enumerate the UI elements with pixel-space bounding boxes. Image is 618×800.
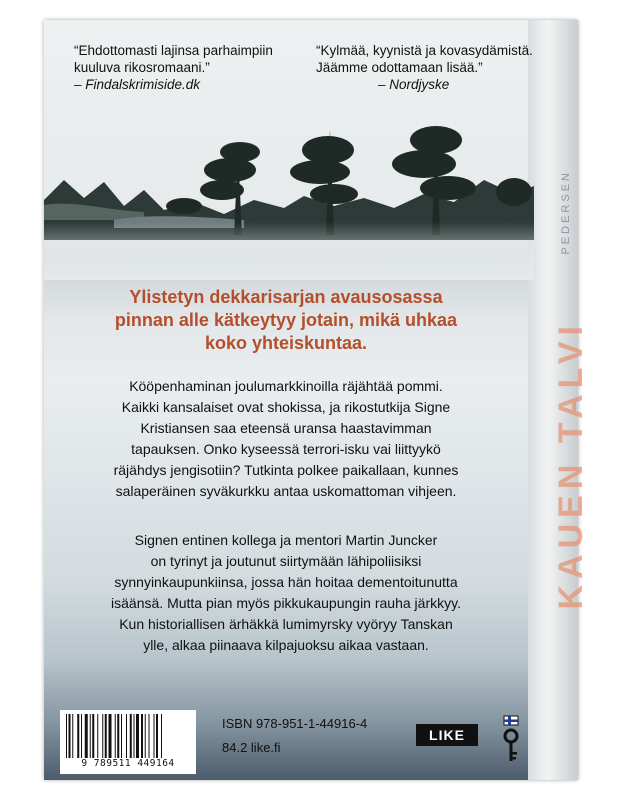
barcode-bar bbox=[126, 714, 127, 758]
quote-source: – Findalskrimiside.dk bbox=[74, 77, 201, 92]
barcode-bar bbox=[85, 714, 88, 758]
barcode-bar bbox=[92, 714, 94, 758]
blurb-line: Kööpenhaminan joulumarkkinoilla räjähtää pommi. bbox=[129, 378, 443, 394]
barcode-bar bbox=[161, 714, 162, 758]
barcode-bar bbox=[69, 714, 71, 758]
quote-text: “Kylmää, kyynistä ja kovasydämistä. Jäämme odottamaan lisää.” bbox=[316, 43, 533, 75]
spine-title: KAUEN TALVI bbox=[552, 320, 590, 610]
barcode-bar bbox=[72, 714, 73, 758]
publisher-logo: LIKE bbox=[416, 724, 478, 746]
quote-text: “Ehdottomasti lajinsa parhaimpiin kuuluva rikosromaani.” bbox=[74, 43, 273, 75]
spine-author: PEDERSEN bbox=[560, 170, 572, 255]
review-quote-2 bbox=[316, 42, 546, 93]
blurb-line: ylle, alkaa piinaava kilpajuoksu aikaa vastaan. bbox=[143, 637, 429, 653]
blurb-line: Kun historiallisen ärhäkkä lumimyrsky vyöryy Tanskan bbox=[119, 616, 453, 632]
barcode-bar bbox=[136, 714, 139, 758]
barcode-bar bbox=[81, 714, 82, 758]
barcode-bar bbox=[156, 714, 158, 758]
blurb-line: Kaikki kansalaiset ovat shokissa, ja rikostutkija Signe bbox=[121, 399, 451, 415]
blurb-line: tapauksen. Onko kyseessä terrori-isku vai liittyykö bbox=[131, 441, 441, 457]
blurb-line: synnyinkaupunkiinsa, jossa hän hoitaa dementoitunutta bbox=[114, 574, 458, 590]
barcode-bar bbox=[102, 714, 103, 758]
barcode-bar bbox=[134, 714, 135, 758]
blurb-line: salaperäinen syväkurkku antaa uskomattoman vihjeen. bbox=[115, 483, 457, 499]
isbn-barcode bbox=[60, 710, 196, 774]
blurb-paragraph-1 bbox=[44, 376, 528, 502]
barcode-bar bbox=[117, 714, 119, 758]
frozen-lake-trees-image bbox=[44, 110, 534, 280]
price-and-website: 84.2 like.fi bbox=[222, 740, 281, 755]
barcode-bar bbox=[149, 714, 150, 758]
barcode-bar bbox=[77, 714, 79, 758]
barcode-bar bbox=[145, 714, 146, 758]
barcode-bars bbox=[66, 714, 190, 758]
barcode-bar bbox=[90, 714, 91, 758]
blurb-line: isäänsä. Mutta pian myös pikkukaupungin rauha järkkyy. bbox=[111, 595, 461, 611]
lead-line: Ylistetyn dekkarisarjan avausosassa bbox=[129, 287, 443, 307]
key-flag-icon bbox=[500, 714, 522, 764]
review-quote-1 bbox=[74, 42, 274, 93]
blurb-line: on tyrinyt ja joutunut siirtymään lähipoliisiksi bbox=[150, 553, 422, 569]
lead-line: koko yhteiskuntaa. bbox=[204, 333, 368, 353]
barcode-bar bbox=[66, 714, 67, 758]
barcode-bar bbox=[115, 714, 116, 758]
barcode-bar bbox=[141, 714, 143, 758]
blurb-line: räjähdys jengisotiin? Tutkinta polkee paikallaan, kunnes bbox=[113, 462, 459, 478]
barcode-bar bbox=[154, 714, 155, 758]
barcode-number: 9 789511 449164 bbox=[81, 758, 175, 769]
barcode-bar bbox=[105, 714, 107, 758]
barcode-bar bbox=[121, 714, 122, 758]
barcode-bar bbox=[97, 714, 98, 758]
isbn-text: ISBN 978-951-1-44916-4 bbox=[222, 716, 368, 731]
blurb-line: Signen entinen kollega ja mentori Martin Juncker bbox=[134, 532, 438, 548]
blurb-paragraph-2 bbox=[44, 530, 528, 656]
barcode-bar bbox=[109, 714, 112, 758]
blurb-line: Kristiansen saa eteensä uransa haastavimman bbox=[140, 420, 432, 436]
lead-line: pinnan alle kätkeytyy jotain, mikä uhkaa bbox=[114, 310, 458, 330]
barcode-bar bbox=[130, 714, 132, 758]
quote-source: – Nordjyske bbox=[378, 77, 450, 92]
lead-text bbox=[44, 286, 528, 355]
